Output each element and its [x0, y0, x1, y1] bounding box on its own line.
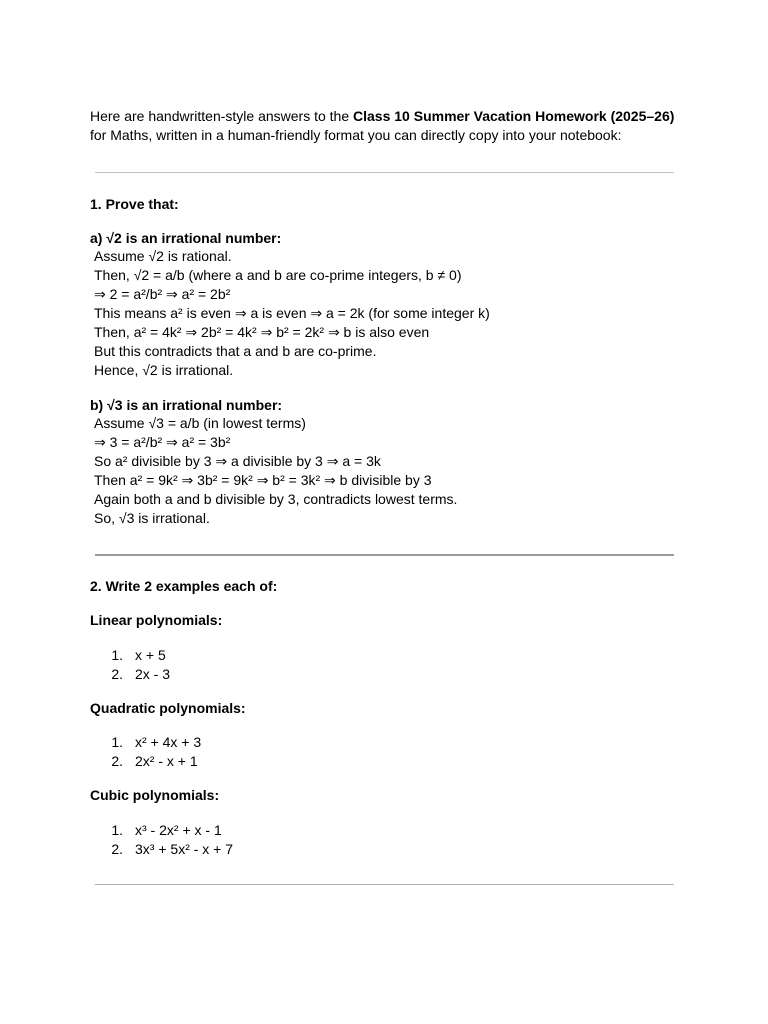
q1a-line: Then, √2 = a/b (where a and b are co-prime integers, b ≠ 0) — [94, 267, 462, 283]
q1b-line: Again both a and b divisible by 3, contradicts lowest terms. — [94, 491, 458, 507]
divider-2 — [95, 554, 674, 556]
list-item: x² + 4x + 3 — [135, 734, 202, 750]
list-item: 2x - 3 — [135, 666, 171, 682]
list-item: 2x² - x + 1 — [135, 753, 198, 769]
q1a-heading: a) √2 is an irrational number: — [90, 230, 282, 246]
q1b-line: So, √3 is irrational. — [94, 510, 210, 526]
intro-line-1 — [90, 107, 674, 126]
q2-heading: 2. Write 2 examples each of: — [90, 578, 278, 594]
intro-prefix: Here are handwritten-style answers to the — [90, 108, 354, 124]
list-item: x + 5 — [135, 647, 166, 663]
q1b-line: Then a² = 9k² ⇒ 3b² = 9k² ⇒ b² = 3k² ⇒ b divisible by 3 — [94, 472, 432, 488]
list-item: x³ - 2x² + x - 1 — [135, 822, 222, 838]
quadratic-heading: Quadratic polynomials: — [90, 700, 246, 716]
q1b-heading: b) √3 is an irrational number: — [90, 397, 283, 413]
q1a-line: But this contradicts that a and b are co-prime. — [94, 343, 377, 359]
q1a-line: ⇒ 2 = a²/b² ⇒ a² = 2b² — [94, 286, 231, 302]
list-item-number: 2. — [111, 753, 123, 769]
list-item: 3x³ + 5x² - x + 7 — [135, 841, 234, 857]
list-item-number: 1. — [111, 647, 123, 663]
divider-3 — [95, 884, 674, 885]
cubic-heading: Cubic polynomials: — [90, 787, 220, 803]
divider-1 — [95, 172, 674, 173]
q1-heading: 1. Prove that: — [90, 196, 179, 212]
intro-bold-title: Class 10 Summer Vacation Homework (2025–26) — [353, 108, 675, 124]
q1b-line: ⇒ 3 = a²/b² ⇒ a² = 3b² — [94, 434, 231, 450]
linear-heading: Linear polynomials: — [90, 612, 223, 628]
q1a-line: Assume √2 is rational. — [94, 248, 232, 264]
q1a-line: Then, a² = 4k² ⇒ 2b² = 4k² ⇒ b² = 2k² ⇒ b is also even — [94, 324, 430, 340]
q1a-line: This means a² is even ⇒ a is even ⇒ a = 2k (for some integer k) — [94, 305, 490, 321]
q1a-line: Hence, √2 is irrational. — [94, 362, 234, 378]
list-item-number: 2. — [111, 666, 123, 682]
list-item-number: 2. — [111, 841, 123, 857]
q1b-line: So a² divisible by 3 ⇒ a divisible by 3 ⇒ a = 3k — [94, 453, 381, 469]
q1b-line: Assume √3 = a/b (in lowest terms) — [94, 415, 306, 431]
list-item-number: 1. — [111, 822, 123, 838]
intro-line-2: for Maths, written in a human-friendly format you can directly copy into your notebook: — [90, 127, 622, 143]
list-item-number: 1. — [111, 734, 123, 750]
